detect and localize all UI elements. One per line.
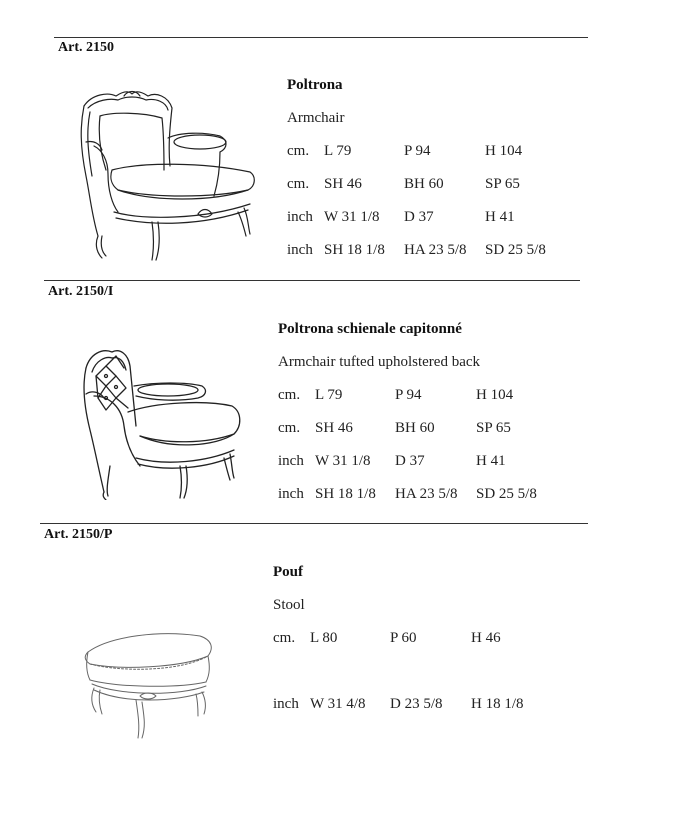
article-code: Art. 2150/P [44, 527, 113, 542]
armchair-drawing [72, 86, 262, 264]
dimension-value: D 23 5/8 [390, 696, 443, 712]
product-name-italian: Pouf [273, 564, 303, 580]
dimension-value: SP 65 [476, 420, 511, 436]
dimension-value: HA 23 5/8 [404, 242, 467, 258]
dimension-value: H 41 [485, 209, 515, 225]
unit-label: cm. [273, 630, 296, 646]
tufted-armchair-drawing [76, 346, 244, 500]
product-name-italian: Poltrona [287, 77, 343, 93]
dimension-value: SP 65 [485, 176, 520, 192]
dimension-value: BH 60 [395, 420, 435, 436]
unit-label: cm. [287, 176, 310, 192]
dimension-value: L 80 [310, 630, 338, 646]
dimension-value: W 31 1/8 [324, 209, 380, 225]
dimension-value: SH 18 1/8 [315, 486, 376, 502]
dimension-value: H 18 1/8 [471, 696, 524, 712]
product-name-english: Armchair [287, 110, 345, 126]
dimension-value: P 60 [390, 630, 417, 646]
dimension-value: L 79 [315, 387, 343, 403]
dimension-value: SH 46 [315, 420, 353, 436]
pouf-drawing [80, 622, 220, 742]
dimension-value: D 37 [395, 453, 425, 469]
dimension-value: D 37 [404, 209, 434, 225]
dimension-value: H 46 [471, 630, 501, 646]
product-name-english: Stool [273, 597, 305, 613]
dimension-value: H 104 [485, 143, 523, 159]
unit-label: inch [273, 696, 299, 712]
dimension-value: P 94 [404, 143, 431, 159]
unit-label: cm. [278, 420, 301, 436]
dimension-value: SD 25 5/8 [485, 242, 546, 258]
dimension-value: P 94 [395, 387, 422, 403]
dimension-value: H 104 [476, 387, 514, 403]
section-divider [44, 280, 580, 281]
dimension-value: SD 25 5/8 [476, 486, 537, 502]
dimension-value: HA 23 5/8 [395, 486, 458, 502]
section-divider [40, 523, 588, 524]
dimension-value: SH 18 1/8 [324, 242, 385, 258]
product-name-italian: Poltrona schienale capitonné [278, 321, 462, 337]
unit-label: cm. [278, 387, 301, 403]
section-divider [54, 37, 588, 38]
unit-label: cm. [287, 143, 310, 159]
dimension-value: BH 60 [404, 176, 444, 192]
unit-label: inch [287, 209, 313, 225]
article-code: Art. 2150 [58, 40, 114, 55]
unit-label: inch [278, 486, 304, 502]
product-name-english: Armchair tufted upholstered back [278, 354, 481, 370]
dimension-value: W 31 1/8 [315, 453, 371, 469]
dimension-value: SH 46 [324, 176, 362, 192]
dimension-value: H 41 [476, 453, 506, 469]
unit-label: inch [278, 453, 304, 469]
article-code: Art. 2150/I [48, 284, 114, 299]
dimension-value: L 79 [324, 143, 352, 159]
unit-label: inch [287, 242, 313, 258]
dimension-value: W 31 4/8 [310, 696, 366, 712]
